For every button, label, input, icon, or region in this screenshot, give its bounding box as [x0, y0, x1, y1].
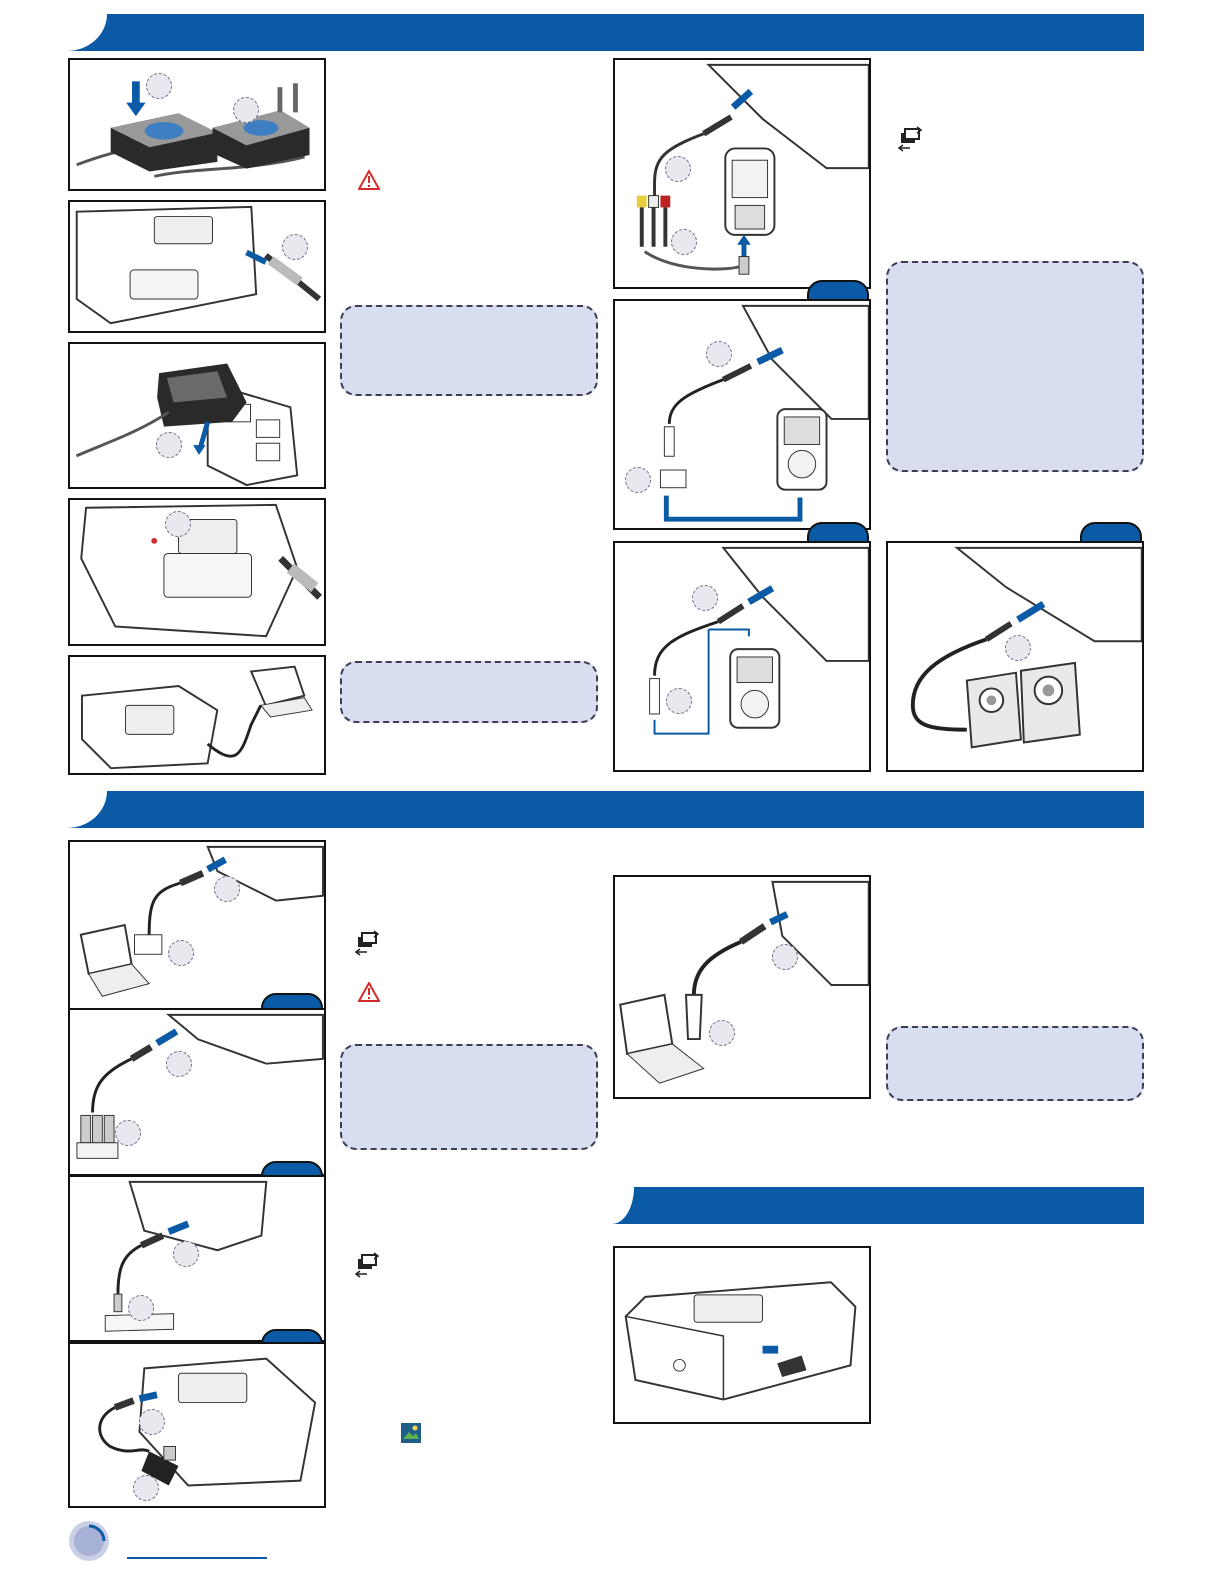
figure-composite-av	[68, 1008, 326, 1176]
projector-usb-laptop-illustration	[70, 657, 324, 773]
figure-dc-in-connect	[68, 200, 326, 333]
source-switch-icon	[355, 1252, 379, 1278]
section-header-band-3	[612, 1187, 1144, 1224]
step-number-icon	[173, 1241, 199, 1267]
figure-dvd-player	[68, 1175, 326, 1342]
section-header-band-1	[67, 14, 1144, 51]
figure-insert-microsd	[613, 1246, 871, 1424]
phone-av-cable-illustration	[615, 60, 869, 287]
step-number-icon	[133, 1475, 159, 1501]
projector-dc-in-illustration	[70, 202, 324, 331]
warning-icon	[358, 982, 380, 1002]
note-box-1	[340, 305, 598, 396]
step-number-icon	[214, 876, 240, 902]
step-number-icon	[128, 1295, 154, 1321]
step-number-icon	[1005, 635, 1031, 661]
step-number-icon	[709, 1020, 735, 1046]
step-number-icon	[671, 229, 697, 255]
figure-usb-to-pc	[68, 655, 326, 775]
figure-power-adapter-plug	[68, 58, 326, 191]
warning-icon	[358, 170, 380, 190]
figure-av-in-ipod-dock	[613, 299, 871, 530]
step-number-icon	[139, 1409, 165, 1435]
figure-av-in-phone	[613, 58, 871, 289]
composite-av-illustration	[70, 1010, 324, 1174]
step-number-icon	[165, 511, 191, 537]
ipod-dock-cable-illustration	[615, 301, 869, 528]
figure-av-in-media-player	[613, 541, 871, 772]
band-curve-decoration	[67, 791, 107, 828]
step-number-icon	[168, 940, 194, 966]
note-box-4	[340, 1044, 598, 1150]
step-number-icon	[115, 1120, 141, 1146]
band-curve-decoration	[612, 1187, 634, 1224]
microsd-card-slot-illustration	[615, 1248, 869, 1422]
step-number-icon	[156, 432, 182, 458]
vga-laptop-illustration	[70, 842, 324, 1008]
figure-usb-laptop	[613, 875, 871, 1099]
section-header-band-2	[67, 791, 1144, 828]
step-number-icon	[706, 341, 732, 367]
step-number-icon	[625, 467, 651, 493]
figure-power-led	[68, 498, 326, 646]
power-adapter-illustration	[70, 60, 324, 189]
usb-laptop-illustration	[615, 877, 869, 1097]
figure-wall-outlet	[68, 342, 326, 489]
note-box-2	[340, 661, 598, 723]
source-switch-icon	[355, 930, 379, 956]
step-number-icon	[772, 944, 798, 970]
step-number-icon	[665, 156, 691, 182]
media-player-cable-illustration	[615, 543, 869, 770]
step-number-icon	[233, 97, 259, 123]
figure-usb-flash-drive	[68, 1342, 326, 1508]
projector-power-led-illustration	[70, 500, 324, 644]
figure-vga-laptop	[68, 840, 326, 1010]
note-box-5	[886, 1026, 1144, 1101]
figure-audio-out-speakers	[886, 541, 1144, 772]
step-number-icon	[692, 585, 718, 611]
step-number-icon	[166, 1051, 192, 1077]
note-box-3	[886, 261, 1144, 472]
page-footer-rule	[127, 1557, 267, 1559]
band-curve-decoration	[67, 14, 107, 51]
page-number-badge-icon	[68, 1520, 110, 1562]
source-switch-icon	[898, 126, 922, 152]
usb-flash-drive-illustration	[70, 1344, 324, 1506]
step-number-icon	[146, 73, 172, 99]
step-number-icon	[666, 688, 692, 714]
photo-app-icon	[401, 1423, 421, 1443]
step-number-icon	[282, 234, 308, 260]
wall-outlet-illustration	[70, 344, 324, 487]
